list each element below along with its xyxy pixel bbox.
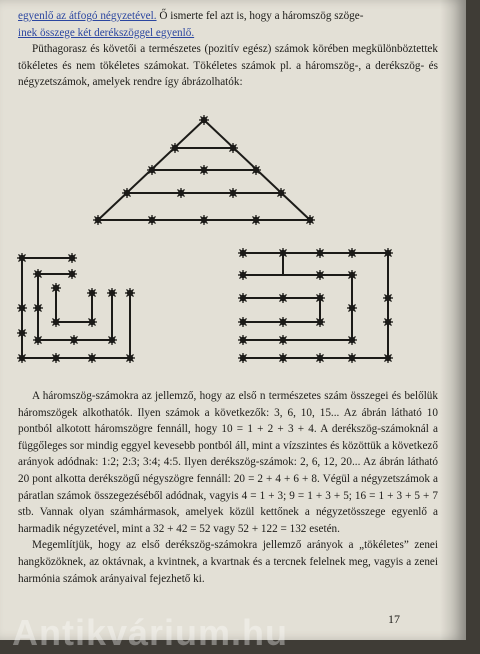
triangle-point: [199, 165, 209, 175]
rectangle-point: [17, 253, 27, 263]
triangle-point: [170, 143, 180, 153]
square-point: [347, 335, 357, 345]
square-point: [238, 317, 248, 327]
square-point: [347, 353, 357, 363]
triangle-point: [199, 115, 209, 125]
triangle-point: [228, 188, 238, 198]
rectangle-point: [17, 353, 27, 363]
square-point: [315, 248, 325, 258]
triangle-point: [251, 165, 261, 175]
square-point: [315, 270, 325, 280]
triangle-point: [276, 188, 286, 198]
square-point: [238, 353, 248, 363]
triangle-point: [147, 215, 157, 225]
square-point: [238, 293, 248, 303]
square-point: [347, 248, 357, 258]
square-point: [383, 293, 393, 303]
square-point: [278, 335, 288, 345]
square-point: [278, 353, 288, 363]
rectangle-point: [33, 335, 43, 345]
triangle-point: [228, 143, 238, 153]
rectangle-point: [87, 353, 97, 363]
highlighted-phrase: egyenlő az átfogó négyzetével.: [18, 10, 157, 22]
square-point: [315, 293, 325, 303]
opening-rest: Ő ismerte fel azt is, hogy a háromszög szöge-: [156, 10, 364, 22]
sq-path-2: [243, 275, 352, 340]
square-point: [238, 270, 248, 280]
highlighted-phrase-2: inek összege két derékszöggel egyenlő.: [18, 26, 195, 39]
page-number: 17: [388, 612, 400, 626]
square-point: [383, 353, 393, 363]
triangle-point: [93, 215, 103, 225]
triangle-point: [147, 165, 157, 175]
rectangle-point: [33, 303, 43, 313]
square-point: [383, 248, 393, 258]
rectangle-point: [125, 353, 135, 363]
triangle-point: [199, 215, 209, 225]
rectangle-point: [51, 317, 61, 327]
text-block-top: [18, 8, 438, 91]
square-point: [347, 303, 357, 313]
square-dots: [238, 248, 393, 363]
rectangle-point: [33, 269, 43, 279]
square-point: [278, 293, 288, 303]
square-point: [238, 248, 248, 258]
rect-inner-path-2: [56, 288, 92, 322]
rectangle-point: [69, 335, 79, 345]
rectangle-point: [107, 288, 117, 298]
rectangle-point: [125, 288, 135, 298]
rectangle-point: [17, 303, 27, 313]
rectangle-point: [51, 353, 61, 363]
square-point: [238, 335, 248, 345]
text-block-bottom: [18, 388, 438, 587]
rectangle-dots: [17, 253, 135, 363]
watermark: Antikvárium.hu: [12, 612, 289, 653]
sq-outer-path: [243, 253, 388, 358]
figurate-numbers-figure: [0, 108, 466, 378]
triangle-point: [122, 188, 132, 198]
square-point: [315, 353, 325, 363]
square-point: [347, 270, 357, 280]
square-figure: [243, 253, 388, 358]
triangle-point: [305, 215, 315, 225]
rectangle-point: [87, 288, 97, 298]
square-point: [315, 317, 325, 327]
rectangle-point: [87, 317, 97, 327]
square-point: [278, 317, 288, 327]
opening-sentence: [18, 8, 438, 25]
square-point: [278, 248, 288, 258]
rectangle-point: [51, 283, 61, 293]
square-point: [383, 317, 393, 327]
triangle-point: [176, 188, 186, 198]
rectangle-point: [67, 269, 77, 279]
rect-inner-path-1: [38, 274, 112, 340]
rectangle-point: [67, 253, 77, 263]
opening-line-2: [18, 25, 438, 42]
paragraph-explanation: A háromszög-számokra az jellemző, hogy az első n természetes szám összegei és belőlük háromszögek alkothatók. Ilyen számok a következők: 3, 6, 10, 15... Az ábrán látható 10 pontból alkotott háromszögre fennáll, hogy 10 = 1 + 2 + 3 + 4. A derékszög-számoknál a függőleges sor mindig eggyel kevesebb pontból áll, mint a vízszintes és közöttük a következő arányok adódnak: 1:2; 2:3; 3:4; 4:5. Ilyen derékszög-számok: 2, 6, 12, 20... Az ábrán látható 20 pont alkotta derékszögű négyszögre fennáll: 20 = 2 + 4 + 6 + 8. Végül a négyzetszámok a páratlan számok összegezéséből adódnak, vagyis 4 = 1 + 3; 9 = 1 + 3 + 5; 16 = 1 + 3 + 5 + 7 stb. Vannak olyan számhármasok, amelyek közül kettőnek a négyzetösszege egyenlő a harmadik négyzetével, mint a 32 + 42 = 52 vagy 52 + 122 = 132 esetén.: [18, 390, 438, 535]
sq-path-3: [243, 298, 320, 322]
rectangle-point: [107, 335, 117, 345]
paragraph-intro: Püthagorasz és követői a természetes (pozitív egész) számok körében megkülönböztettek tökéletes és nem tökéletes számokat. Tökéletes számok pl. a háromszög-, a derékszög- és négyzetszámok, amelyek rendre így ábrázolhatók:: [18, 43, 438, 89]
triangle-dots: [93, 115, 315, 225]
paragraph-conclusion: Megemlítjük, hogy az első derékszög-számokra jellemző arányok a „tökéletes” zenei hangközöknek, az oktávnak, a kvintnek, a kvartnak és a tercnek felelnek meg, vagyis a zenei harmónia számok arányaival fejezhető ki.: [18, 539, 438, 585]
triangle-point: [251, 215, 261, 225]
rectangle-point: [17, 328, 27, 338]
